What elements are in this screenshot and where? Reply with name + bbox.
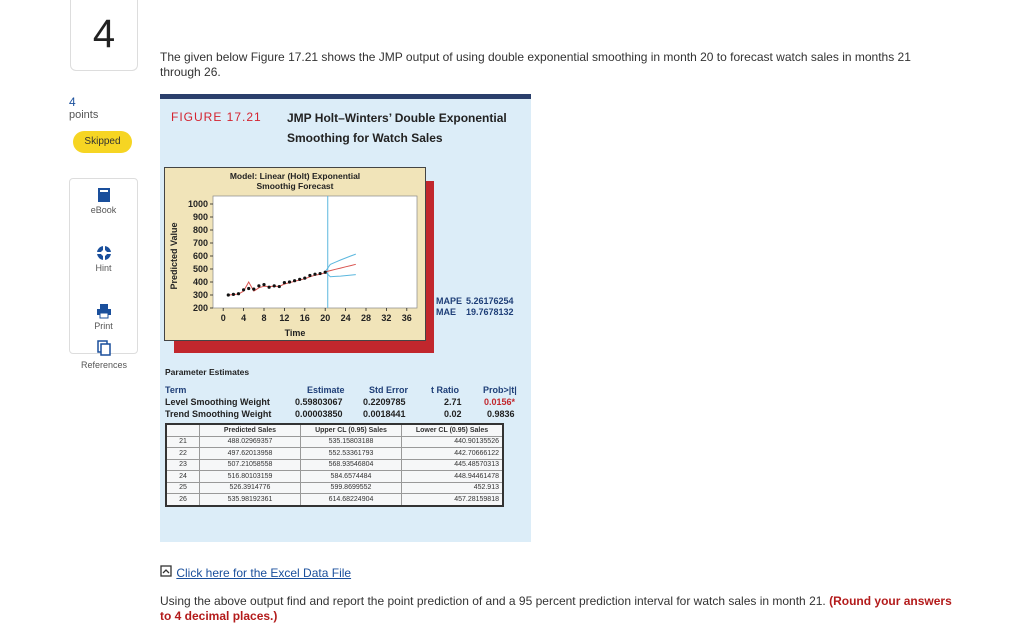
table-cell: 23: [166, 459, 200, 471]
table-cell: 440.90135526: [402, 436, 504, 448]
params-row: [165, 409, 515, 421]
x-tick-label: 16: [299, 313, 310, 323]
question-instruction: (Round your answers to 4 decimal places.): [160, 594, 952, 623]
y-tick-label: 700: [192, 238, 208, 248]
table-cell: 21: [166, 436, 200, 448]
table-cell: 535.98192361: [200, 494, 301, 506]
x-axis-label: Time: [284, 328, 306, 338]
figure-panel: [160, 94, 531, 542]
params-cell: 0.2209785: [363, 397, 406, 407]
table-cell: 442.70666122: [402, 448, 504, 460]
x-tick-label: 24: [340, 313, 351, 323]
y-tick-label: 900: [192, 212, 208, 222]
tools-panel: [69, 178, 138, 354]
params-header-prob: Prob>|t|: [483, 385, 517, 395]
chart-box: [164, 167, 426, 341]
x-tick-label: 32: [381, 313, 392, 323]
question-text: [160, 594, 960, 624]
points-value: 4: [69, 95, 76, 109]
y-tick-label: 300: [192, 290, 208, 300]
printer-icon: [96, 303, 112, 319]
params-header-stderr: Std Error: [369, 385, 409, 395]
observed-point: [242, 288, 245, 291]
question-number: 4: [70, 0, 138, 71]
points-label: points: [69, 109, 99, 121]
x-tick-label: 8: [261, 313, 267, 323]
observed-point: [303, 277, 306, 280]
y-tick-label: 1000: [187, 199, 208, 209]
table-cell: 552.53361793: [301, 448, 402, 460]
table-row: [166, 459, 503, 471]
table-header: Predicted Sales: [200, 424, 301, 436]
references-button[interactable]: [78, 340, 130, 370]
intro-text: The given below Figure 17.21 shows the JMP output of using double exponential smoothing in month 20 to forecast watch sales in months 21 through 26.: [160, 50, 911, 79]
observed-point: [247, 287, 250, 290]
file-icon: [160, 565, 173, 577]
table-cell: 584.6574484: [301, 471, 402, 483]
table-cell: 614.68224904: [301, 494, 402, 506]
forecast-table: [165, 423, 504, 507]
forecast-chart: [165, 168, 425, 340]
params-cell: Trend Smoothing Weight: [165, 409, 272, 419]
chart-title: Smoothig Forecast: [256, 181, 334, 191]
table-row: [166, 471, 503, 483]
figure-title: JMP Holt–Winters’ Double Exponential Smoothing for Watch Sales: [287, 111, 507, 145]
params-cell: 0.0018441: [363, 409, 406, 419]
observed-point: [262, 283, 265, 286]
chart-title: Model: Linear (Holt) Exponential: [229, 171, 361, 181]
y-axis-label: Predicted Value: [169, 222, 179, 290]
observed-point: [252, 288, 255, 291]
y-tick-label: 800: [192, 225, 208, 235]
table-cell: 599.8699552: [301, 482, 402, 494]
table-cell: 452.913: [402, 482, 504, 494]
lifebuoy-icon: [96, 245, 112, 261]
ebook-label: eBook: [90, 205, 117, 215]
params-header-tratio: t Ratio: [431, 385, 459, 395]
observed-point: [324, 271, 327, 274]
table-row: [166, 448, 503, 460]
table-cell: 507.21058558: [200, 459, 301, 471]
figure-top-bar: [160, 94, 531, 99]
x-tick-label: 20: [320, 313, 331, 323]
observed-point: [232, 293, 235, 296]
observed-point: [319, 272, 322, 275]
params-cell: Level Smoothing Weight: [165, 397, 270, 407]
params-cell: 0.59803067: [295, 397, 343, 407]
x-tick-label: 36: [401, 313, 412, 323]
params-title: Parameter Estimates: [165, 367, 250, 377]
observed-point: [273, 284, 276, 287]
table-header: Upper CL (0.95) Sales: [301, 424, 402, 436]
table-cell: 22: [166, 448, 200, 460]
observed-point: [313, 273, 316, 276]
y-tick-label: 600: [192, 251, 208, 261]
status-badge: Skipped: [73, 131, 132, 153]
params-cell: 0.00003850: [295, 409, 343, 419]
params-cell: 0.02: [444, 409, 462, 419]
table-cell: 535.15803188: [301, 436, 402, 448]
x-tick-label: 12: [279, 313, 290, 323]
table-cell: 448.94461478: [402, 471, 504, 483]
x-tick-label: 0: [220, 313, 226, 323]
params-row: [165, 397, 516, 409]
observed-point: [278, 285, 281, 288]
table-cell: 457.28159818: [402, 494, 504, 506]
table-cell: 488.02969357: [200, 436, 301, 448]
table-header-row: [166, 424, 503, 436]
params-cell: 0.9836: [487, 409, 515, 419]
hint-button[interactable]: [70, 245, 137, 295]
excel-link-text[interactable]: Click here for the Excel Data File: [176, 566, 352, 580]
table-cell: 25: [166, 482, 200, 494]
metric-mape-key: MAPE: [436, 296, 463, 306]
params-header-row: [165, 385, 517, 397]
excel-link[interactable]: [160, 565, 351, 580]
params-cell: 0.0156*: [484, 397, 516, 407]
table-cell: 526.3914776: [200, 482, 301, 494]
y-tick-label: 200: [192, 303, 208, 313]
metric-mae: [436, 307, 514, 318]
observed-point: [293, 279, 296, 282]
y-tick-label: 500: [192, 264, 208, 274]
observed-point: [298, 278, 301, 281]
references-label: References: [80, 360, 128, 370]
parameter-estimates: [165, 367, 517, 421]
hint-label: Hint: [95, 263, 112, 273]
observed-point: [308, 274, 311, 277]
table-cell: 26: [166, 494, 200, 506]
observed-point: [283, 281, 286, 284]
table-cell: 445.48570313: [402, 459, 504, 471]
question-body: Using the above output find and report the point prediction of and a 95 percent prediction interval for watch sales in month 21.: [160, 594, 826, 608]
table-cell: 24: [166, 471, 200, 483]
table-row: [166, 482, 503, 494]
print-label: Print: [94, 321, 113, 331]
params-header-term: Term: [165, 385, 187, 395]
y-tick-label: 400: [192, 277, 208, 287]
params-cell: 2.71: [444, 397, 462, 407]
table-header: Lower CL (0.95) Sales: [402, 424, 504, 436]
metric-mape-value: 5.26176254: [466, 296, 514, 306]
observed-point: [288, 280, 291, 283]
params-header-estimate: Estimate: [307, 385, 345, 395]
table-cell: 497.62013958: [200, 448, 301, 460]
metric-mape: [436, 296, 514, 307]
observed-point: [227, 293, 230, 296]
book-icon: [97, 187, 111, 203]
metrics-block: [436, 296, 514, 318]
x-tick-label: 4: [241, 313, 247, 323]
points-block: [69, 95, 98, 121]
metric-mae-key: MAE: [436, 307, 456, 317]
copy-icon: [97, 340, 111, 356]
table-row: [166, 436, 503, 448]
x-tick-label: 28: [360, 313, 372, 323]
chart-area: [164, 167, 434, 357]
observed-point: [237, 292, 240, 295]
table-cell: 516.80103159: [200, 471, 301, 483]
observed-point: [268, 286, 271, 289]
table-header: [166, 424, 200, 436]
ebook-button[interactable]: [70, 187, 137, 237]
table-cell: 568.93546804: [301, 459, 402, 471]
figure-label: FIGURE 17.21: [171, 110, 262, 124]
observed-point: [257, 284, 260, 287]
table-row: [166, 494, 503, 506]
metric-mae-value: 19.7678132: [466, 307, 514, 317]
